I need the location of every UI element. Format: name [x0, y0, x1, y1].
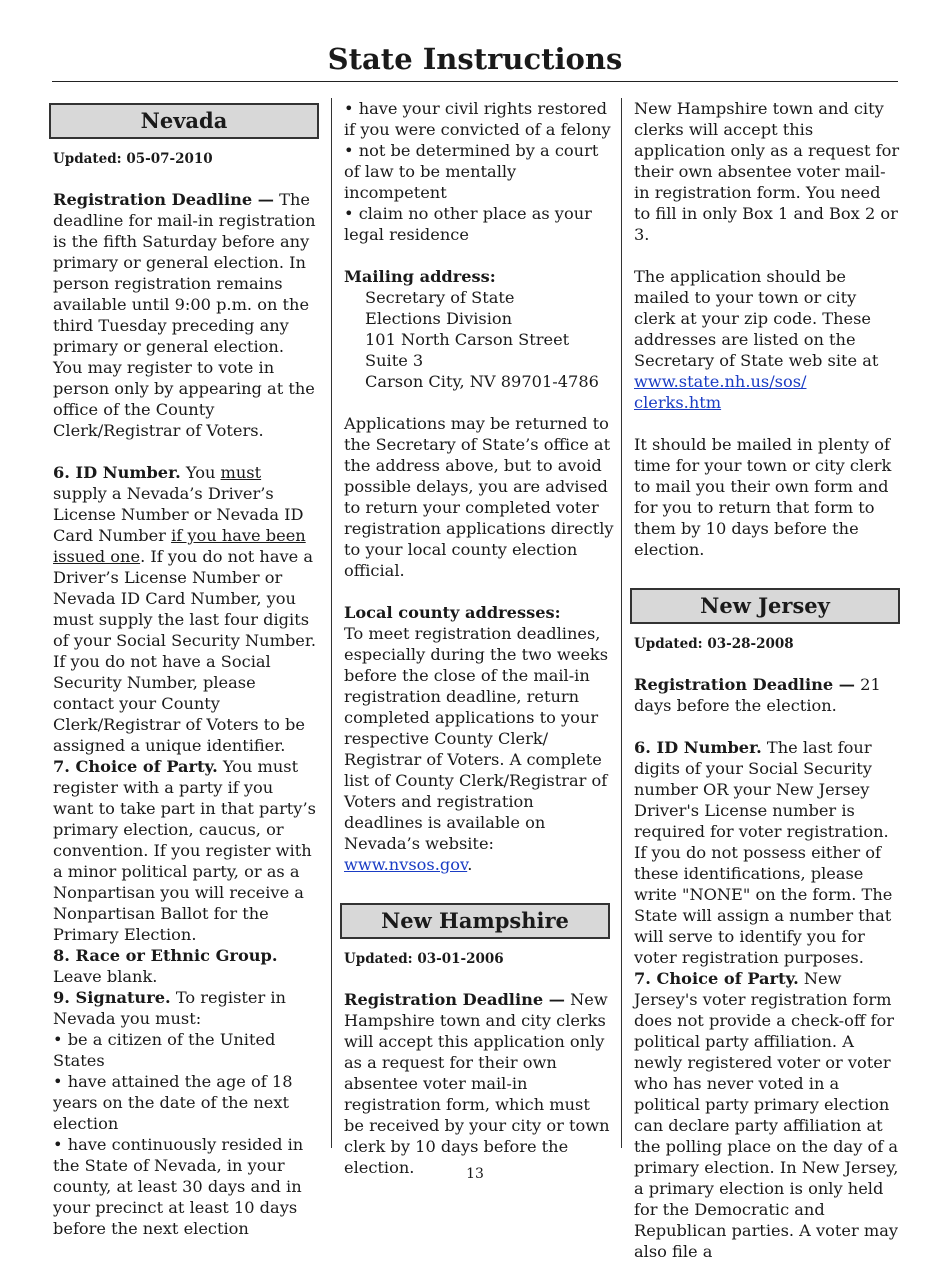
deadline-label: Registration Deadline — — [53, 190, 274, 209]
nevada-website-link[interactable]: www.nvsos.gov — [344, 855, 468, 874]
column-divider — [621, 98, 622, 1148]
nevada-heading: Nevada — [49, 103, 319, 139]
mailing-address-line: Secretary of State — [365, 288, 515, 307]
clerks-website-link[interactable]: www.state.nh.us/sos/ clerks.htm — [634, 372, 807, 412]
nevada-return-instructions: Applications may be returned to the Secretary of State’s office at the address above, but to avoid possible delays, you are advised to return your completed voter registration applications directly to your local county election official. — [344, 414, 614, 580]
mailing-address-line: Elections Division — [365, 309, 513, 328]
new-hampshire-accept-text: New Hampshire town and city clerks will accept this application only as a request for their own absentee voter mail-in registration form. You need to fill in only Box 1 and Box 2 or 3. — [634, 99, 900, 244]
new-hampshire-deadline: Registration Deadline — New Hampshire town and city clerks will accept this application only as a request for their own absentee voter mail-in registration form, which must be received by your city or town clerk by 10 days before the election. — [344, 990, 610, 1177]
page-title: State Instructions — [327, 42, 623, 76]
mailing-address-line: 101 North Carson Street — [365, 330, 570, 349]
new-jersey-choice-of-party: 7. Choice of Party. New Jersey's voter registration form does not provide a check-off for political party affiliation. A newly registered voter or voter who has never voted in a political party primary election can declare party affiliation at the polling place on the day of a primary election. In New Jersey, a primary election is only held for the Democratic and Republican parties. A voter may also file a — [634, 969, 899, 1261]
requirement-item: • be a citizen of the United States — [53, 1030, 276, 1070]
requirement-item: • have attained the age of 18 years on the date of the next election — [53, 1072, 293, 1133]
new-jersey-deadline: Registration Deadline — 21 days before the election. — [634, 675, 881, 715]
title-rule — [52, 81, 898, 82]
page-number: 13 — [466, 1166, 484, 1182]
new-hampshire-heading: New Hampshire — [340, 903, 610, 939]
mailing-address-label: Mailing address: — [344, 267, 496, 286]
local-county-text: To meet registration deadlines, especially during the two weeks before the close of the mail-in registration deadline, return completed applications to your respective County Clerk/ Registrar of Voters. A complete list of County Clerk/Registrar of Voters and registration deadlines is available on Nevada’s website: www.nvsos.gov. — [344, 624, 609, 874]
nevada-choice-of-party: 7. Choice of Party. You must register with a party if you want to take part in that party’s primary election, caucus, or convention. If you register with a minor political party, or as a Nonpartisan you will receive a Nonpartisan Ballot for the Primary Election. — [53, 757, 316, 944]
nevada-id-number: 6. ID Number. You must supply a Nevada’s Driver’s License Number or Nevada ID Card Number if you have been issued one. If you do not have a Driver’s License Number or Nevada ID Card Number, you must supply the last four digits of your Social Security Number. If you do not have a Social Security Number, please contact your County Clerk/Registrar of Voters to be assigned a unique identifier. — [53, 463, 316, 755]
requirement-item: • claim no other place as your legal residence — [344, 204, 592, 244]
requirement-item: • not be determined by a court of law to be mentally incompetent — [344, 141, 599, 202]
new-hampshire-updated-date: Updated: 03-01-2006 — [344, 951, 504, 967]
nevada-deadline: Registration Deadline — The deadline for mail-in registration is the fifth Saturday before any primary or general election. In person registration remains available until 9:00 p.m. on the third Tuesday preceding any primary or general election. You may register to vote in person only by appearing at the office of the County Clerk/Registrar of Voters. — [53, 190, 316, 440]
column-1 — [53, 98, 317, 1239]
column-divider — [331, 98, 332, 1148]
nevada-signature: 9. Signature. To register in Nevada you must: — [53, 988, 286, 1028]
local-county-label: Local county addresses: — [344, 603, 561, 622]
requirement-item: • have your civil rights restored if you were convicted of a felony — [344, 99, 611, 139]
requirement-item: • have continuously resided in the State of Nevada, in your county, at least 30 days and in your precinct at least 10 days before the next election — [53, 1135, 304, 1238]
new-hampshire-mail-text: The application should be mailed to your town or city clerk at your zip code. These addresses are listed on the Secretary of State web site at www.state.nh.us/sos/ clerks.htm — [634, 267, 879, 412]
new-jersey-heading: New Jersey — [630, 588, 900, 624]
new-jersey-updated-date: Updated: 03-28-2008 — [634, 636, 794, 652]
nevada-race-group: 8. Race or Ethnic Group. Leave blank. — [53, 946, 278, 986]
nevada-updated-date: Updated: 05-07-2010 — [53, 151, 213, 167]
new-jersey-id-number: 6. ID Number. The last four digits of your Social Security number OR your New Jersey Driver's License number is required for voter registration. If you do not possess either of these identifications, please write "NONE" on the form. The State will assign a number that will serve to identify you for voter registration purposes. — [634, 738, 893, 967]
new-hampshire-timing-text: It should be mailed in plenty of time for your town or city clerk to mail you their own form and for you to return that form to them by 10 days before the election. — [634, 435, 892, 559]
mailing-address-line: Suite 3 — [365, 351, 424, 370]
column-2 — [344, 98, 614, 1178]
mailing-address-line: Carson City, NV 89701-4786 — [365, 372, 599, 391]
column-3 — [634, 98, 900, 1262]
